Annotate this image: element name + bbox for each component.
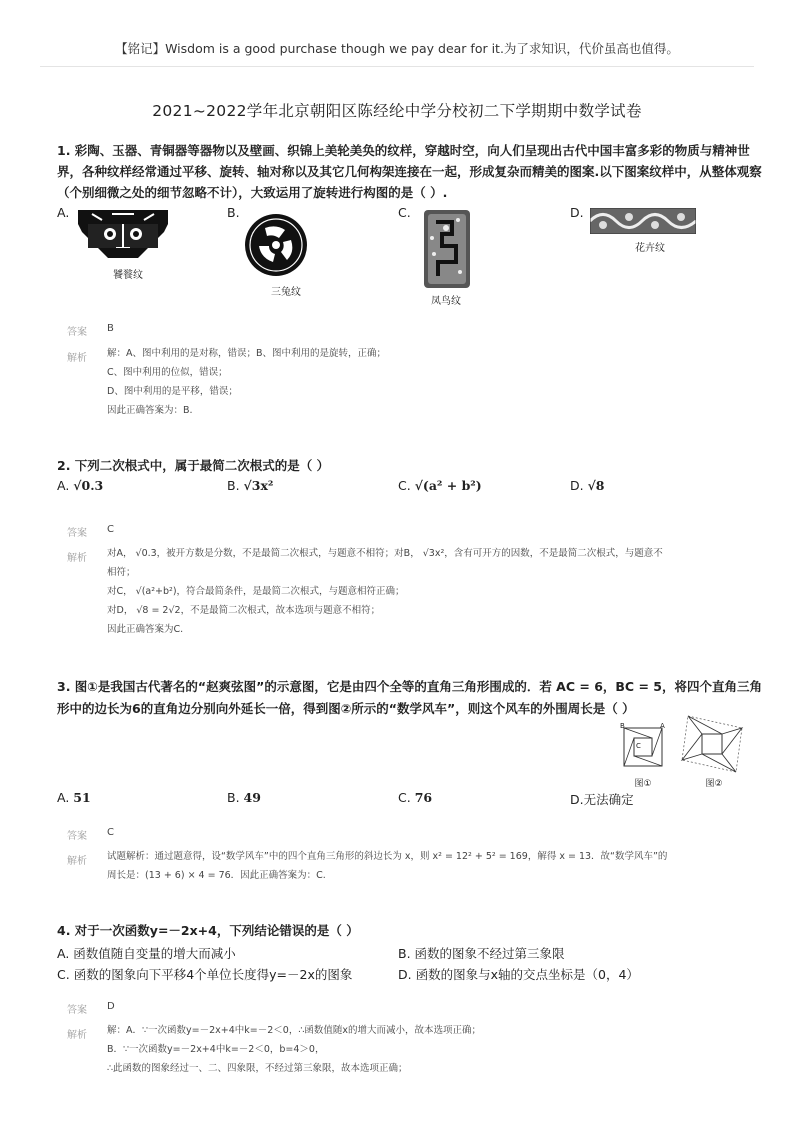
q1-option-c-caption: 凤鸟纹 — [431, 296, 461, 307]
q4-option-d: D. 函数的图象与x轴的交点坐标是（0，4） — [398, 967, 639, 982]
q3-analysis: 试题解析：通过题意得，设“数学风车”中的四个直角三角形的斜边长为 x，则 x² = 12² + 5² = 169，解得 x = 13．故“数学风车”的 周长是：(13 + 6) × 4 = 76．因此正确答案为：C. — [107, 851, 668, 881]
q3-answer: C — [107, 827, 114, 838]
q2-answer-label: 答案 — [67, 528, 87, 539]
q1-stem-line1: 1. 彩陶、玉器、青铜器等器物以及壁画、织锦上美轮美奂的纹样，穿越时空，向人们呈现出古代中国丰富多彩的物质与精神世 — [57, 143, 750, 158]
q4-answer: D — [107, 1001, 115, 1012]
q1-option-c-letter: C. — [398, 205, 411, 220]
q1-option-b-letter: B. — [227, 205, 240, 220]
q3-analysis-label: 解析 — [67, 856, 87, 867]
q1-answer: B — [107, 323, 114, 334]
q1-option-d-caption: 花卉纹 — [635, 243, 665, 254]
page-title: 2021~2022学年北京朝阳区陈经纶中学分校初二下学期期中数学试卷 — [152, 102, 642, 120]
q1-option-a-letter: A. — [57, 205, 70, 220]
q4-stem: 4. 对于一次函数y=－2x+4，下列结论错误的是（ ） — [57, 923, 359, 938]
q1-answer-label: 答案 — [67, 327, 87, 338]
q3-stem-line2: 形中的边长为6的直角边分别向外延长一倍，得到图②所示的“数学风车”，则这个风车的外围周长是（ ） — [57, 701, 635, 716]
q1-option-b-caption: 三兔纹 — [271, 287, 301, 298]
q4-option-c: C. 函数的图象向下平移4个单位长度得y=－2x的图象 — [57, 967, 353, 982]
q3-option-c: C. 76 — [398, 790, 433, 805]
q3-fig1-label: 图① — [634, 779, 652, 789]
svg-text:A: A — [660, 722, 665, 730]
q4-analysis-label: 解析 — [67, 1030, 87, 1041]
q1-analysis-label: 解析 — [67, 353, 87, 364]
q3-option-d: D.无法确定 — [570, 792, 634, 807]
q1-option-d-letter: D. — [570, 205, 584, 220]
q1-option-a-caption: 饕餮纹 — [113, 270, 143, 281]
q2-analysis-label: 解析 — [67, 553, 87, 564]
q2-answer: C — [107, 524, 114, 535]
q2-option-c: C. √(a² + b²) — [398, 478, 482, 493]
q3-zhaoshuang-diagram — [618, 722, 668, 774]
q3-option-b: B. 49 — [227, 790, 261, 805]
q1-stem-line3: （个别细微之处的细节忽略不计），大致运用了旋转进行构图的是（ ）. — [57, 185, 448, 200]
q1-three-rabbits-image — [243, 212, 309, 278]
q2-option-a: A. √0.3 — [57, 478, 104, 493]
q1-stem-line2: 界，各种纹样经常通过平移、旋转、轴对称以及其它几何构架连接在一起，形成复杂而精美的图案.以下图案纹样中，从整体观察 — [57, 164, 762, 179]
q2-option-d: D. √8 — [570, 478, 605, 493]
q1-taotie-image — [78, 208, 168, 260]
q4-answer-label: 答案 — [67, 1005, 87, 1016]
q1-phoenix-bird-image — [422, 208, 472, 290]
header-divider — [40, 66, 754, 67]
svg-text:B: B — [620, 722, 625, 730]
q3-option-a: A. 51 — [57, 790, 91, 805]
q4-option-a: A. 函数值随自变量的增大而减小 — [57, 946, 236, 961]
q3-answer-label: 答案 — [67, 831, 87, 842]
q4-option-b: B. 函数的图象不经过第三象限 — [398, 946, 565, 961]
header-motto: 【铭记】Wisdom is a good purchase though we pay dear for it.为了求知识，代价虽高也值得。 — [115, 41, 679, 56]
q4-analysis: 解：A．∵一次函数y=－2x+4中k=－2＜0，∴函数值随x的增大而减小，故本选项正确； B．∵一次函数y=－2x+4中k=－2＜0，b=4＞0， ∴此函数的图象经过一、二、四象限，不经过第三象限，故本选项正确； — [107, 1025, 482, 1074]
q3-pinwheel-diagram — [680, 714, 746, 774]
q2-stem: 2. 下列二次根式中，属于最简二次根式的是（ ） — [57, 458, 330, 473]
q3-fig2-label: 图② — [705, 779, 723, 789]
svg-text:C: C — [636, 742, 641, 750]
q3-stem-line1: 3. 图①是我国古代著名的“赵爽弦图”的示意图，它是由四个全等的直角三角形围成的．若 AC = 6，BC = 5，将四个直角三角 — [57, 679, 762, 694]
q1-floral-pattern-image — [590, 208, 696, 234]
q2-analysis: 对A， √0.3，被开方数是分数，不是最简二次根式，与题意不相符；对B， √3x²，含有可开方的因数，不是最简二次根式，与题意不 相符； 对C， √(a²+b²)，符合最简条件，是最简二次根式，与题意相符正确； 对D， √8 = 2√2，不是最简二次根式，故本选项与题意不相符； 因此正确答案为C. — [107, 548, 663, 635]
q2-option-b: B. √3x² — [227, 478, 274, 493]
q1-analysis: 解：A、图中利用的是对称，错误；B、图中利用的是旋转，正确； C、图中利用的位似，错误； D、图中利用的是平移，错误； 因此正确答案为：B. — [107, 348, 387, 416]
